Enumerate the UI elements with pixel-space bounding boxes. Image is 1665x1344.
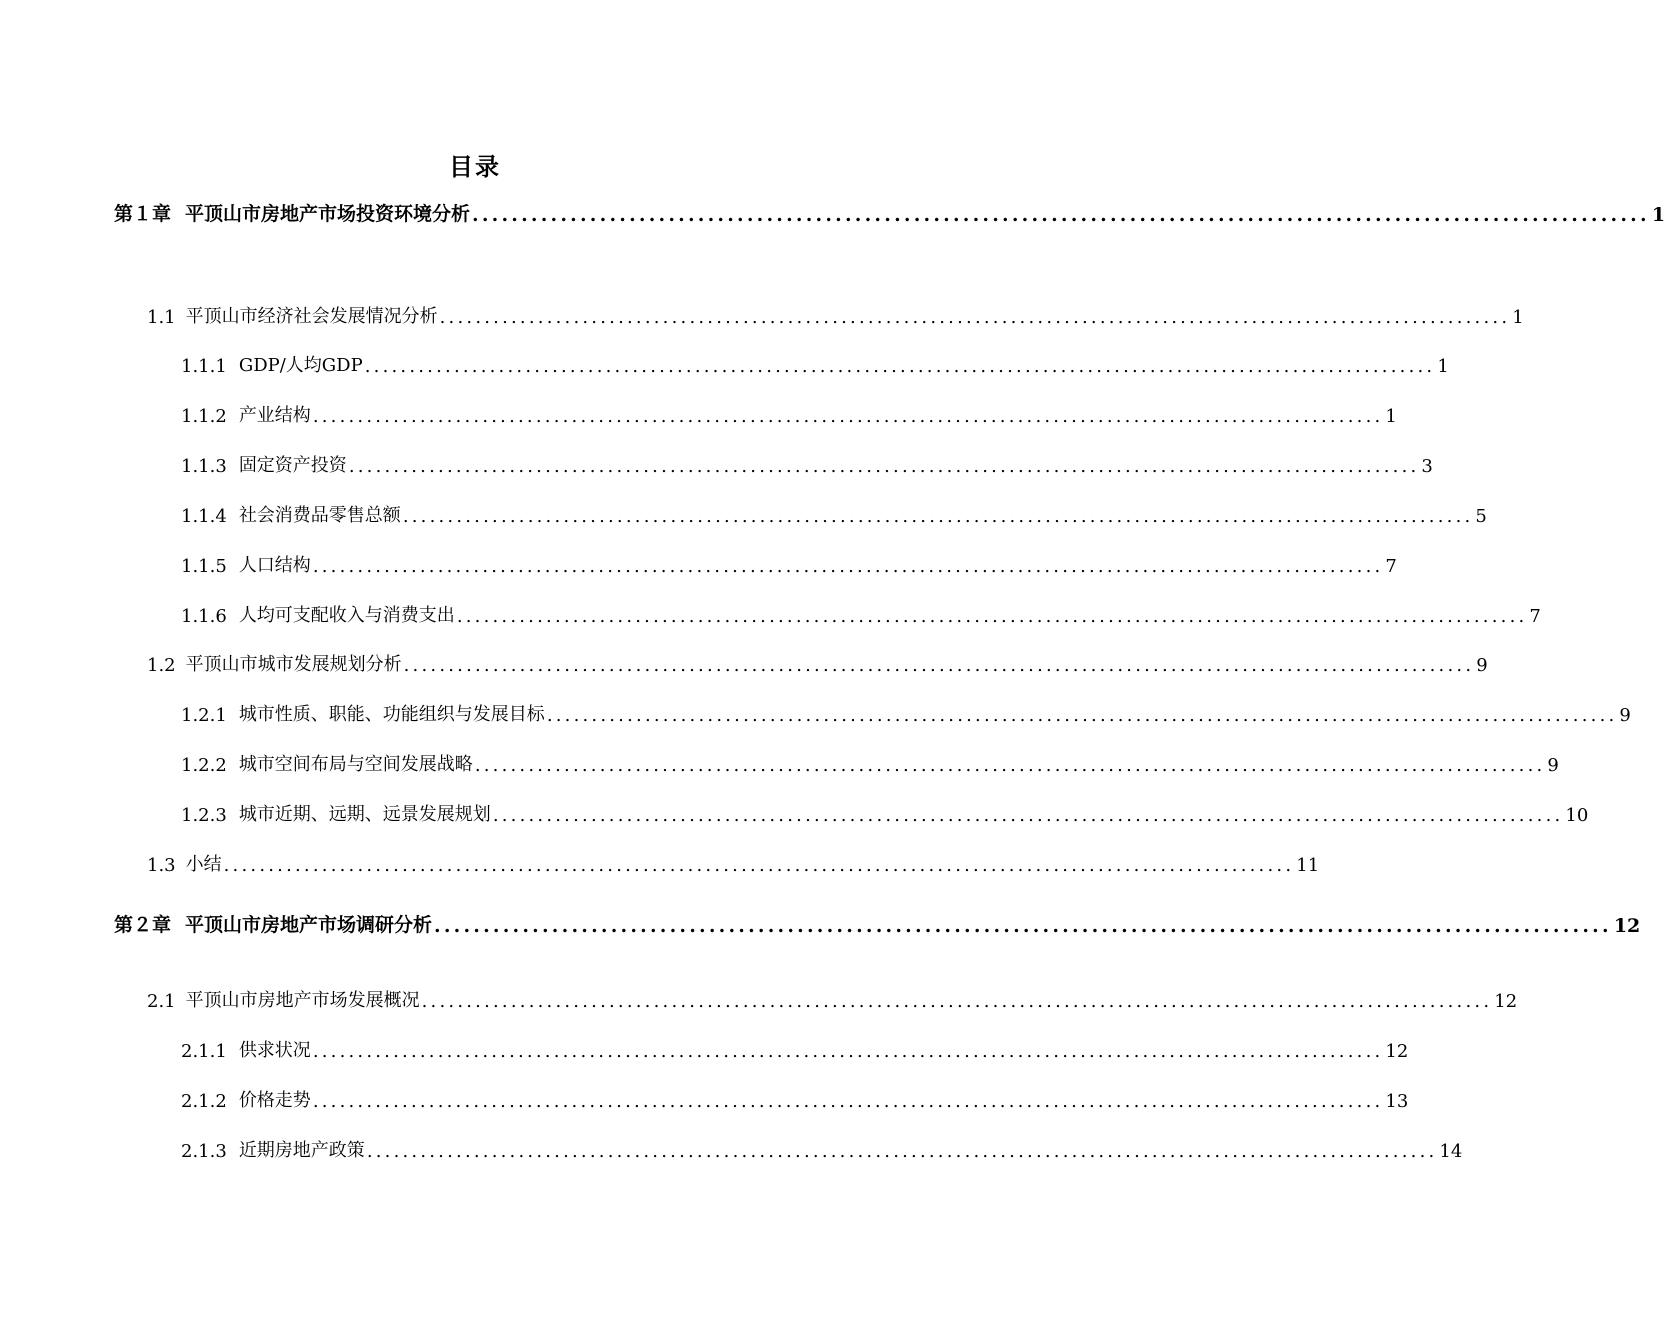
toc-entry-subsection-1-2-1[interactable] xyxy=(181,700,1631,726)
toc-entry-section-2-1[interactable] xyxy=(147,986,1518,1012)
toc-entry-subsection-2-1-2[interactable] xyxy=(181,1086,1409,1112)
dot-leader: ........................................................................................................................ xyxy=(472,204,1650,226)
toc-entry-title: 近期房地产政策 xyxy=(238,1140,365,1161)
toc-entry-number: 1.1.2 xyxy=(181,406,227,427)
dot-leader: ........................................................................................................................ xyxy=(312,1091,1384,1112)
dot-leader: ........................................................................................................................ xyxy=(421,991,1493,1012)
toc-entry-section-1-1[interactable] xyxy=(147,302,1524,328)
toc-entry-page: 5 xyxy=(1475,506,1487,527)
toc-entry-page: 10 xyxy=(1565,805,1589,826)
toc-entry-page: 9 xyxy=(1476,655,1488,676)
toc-entry-title: 平顶山市房地产市场调研分析 xyxy=(185,914,433,936)
toc-entry-title: GDP/人均GDP xyxy=(238,355,363,376)
toc-entry-title: 城市性质、职能、功能组织与发展目标 xyxy=(238,704,545,725)
toc-entry-page: 14 xyxy=(1439,1141,1463,1162)
toc-entry-title: 价格走势 xyxy=(238,1090,311,1111)
dot-leader: ........................................................................................................................ xyxy=(456,606,1528,627)
toc-entry-subsection-2-1-3[interactable] xyxy=(181,1136,1463,1162)
toc-entry-page: 3 xyxy=(1421,456,1433,477)
toc-entry-page: 1 xyxy=(1512,307,1524,328)
toc-entry-page: 11 xyxy=(1296,855,1320,876)
toc-entry-number: 2.1 xyxy=(147,991,176,1012)
toc-entry-chapter-1[interactable] xyxy=(114,200,1665,226)
toc-title: 目录 xyxy=(449,153,501,181)
toc-entry-subsection-1-2-3[interactable] xyxy=(181,800,1589,826)
toc-entry-number: 1.1.1 xyxy=(181,356,227,377)
toc-entry-title: 城市近期、远期、远景发展规划 xyxy=(238,804,491,825)
toc-entry-page: 7 xyxy=(1385,556,1397,577)
toc-entry-page: 1 xyxy=(1437,356,1449,377)
toc-entry-number: 1.3 xyxy=(147,855,176,876)
toc-entry-subsection-1-1-6[interactable] xyxy=(181,601,1541,627)
toc-entry-section-1-3[interactable] xyxy=(147,850,1320,876)
toc-entry-number: 2.1.1 xyxy=(181,1041,227,1062)
toc-entry-title: 产业结构 xyxy=(238,405,311,426)
toc-entry-page: 12 xyxy=(1385,1041,1409,1062)
dot-leader: ........................................................................................................................ xyxy=(434,915,1612,937)
toc-entry-title: 人口结构 xyxy=(238,555,311,576)
toc-entry-title: 平顶山市房地产市场发展概况 xyxy=(185,990,420,1011)
toc-entry-number: 2.1.3 xyxy=(181,1141,227,1162)
dot-leader: ........................................................................................................................ xyxy=(403,655,1475,676)
toc-entry-number: 1.2.1 xyxy=(181,705,227,726)
toc-entry-page: 9 xyxy=(1547,755,1559,776)
toc-entry-number: 1.1 xyxy=(147,307,176,328)
toc-entry-title: 平顶山市城市发展规划分析 xyxy=(185,654,402,675)
toc-entry-page: 12 xyxy=(1494,991,1518,1012)
toc-entry-page: 1 xyxy=(1651,204,1665,226)
dot-leader: ........................................................................................................................ xyxy=(402,506,1474,527)
dot-leader: ........................................................................................................................ xyxy=(223,855,1295,876)
toc-entry-page: 9 xyxy=(1619,705,1631,726)
dot-leader: ........................................................................................................................ xyxy=(312,556,1384,577)
toc-entry-subsection-1-1-3[interactable] xyxy=(181,451,1433,477)
toc-entry-number: 1.1.6 xyxy=(181,606,227,627)
dot-leader: ........................................................................................................................ xyxy=(474,755,1546,776)
toc-entry-subsection-1-1-5[interactable] xyxy=(181,551,1397,577)
toc-entry-number: 第２章 xyxy=(114,914,172,936)
toc-entry-title: 供求状况 xyxy=(238,1040,311,1061)
toc-entry-title: 平顶山市房地产市场投资环境分析 xyxy=(185,203,471,225)
dot-leader: ........................................................................................................................ xyxy=(439,307,1511,328)
toc-entry-page: 13 xyxy=(1385,1091,1409,1112)
toc-entry-page: 1 xyxy=(1385,406,1397,427)
toc-entry-number: 第１章 xyxy=(114,203,172,225)
toc-entry-page: 12 xyxy=(1613,915,1641,937)
dot-leader: ........................................................................................................................ xyxy=(312,406,1384,427)
dot-leader: ........................................................................................................................ xyxy=(366,1141,1438,1162)
dot-leader: ........................................................................................................................ xyxy=(364,356,1436,377)
toc-entry-subsection-2-1-1[interactable] xyxy=(181,1036,1409,1062)
toc-entry-number: 1.1.4 xyxy=(181,506,227,527)
toc-entry-number: 2.1.2 xyxy=(181,1091,227,1112)
toc-entry-subsection-1-1-2[interactable] xyxy=(181,401,1397,427)
dot-leader: ........................................................................................................................ xyxy=(546,705,1618,726)
toc-entry-title: 社会消费品零售总额 xyxy=(238,505,401,526)
toc-entry-title: 小结 xyxy=(185,854,222,875)
dot-leader: ........................................................................................................................ xyxy=(492,805,1564,826)
toc-entry-number: 1.1.3 xyxy=(181,456,227,477)
toc-entry-title: 平顶山市经济社会发展情况分析 xyxy=(185,306,438,327)
toc-entry-chapter-2[interactable] xyxy=(114,911,1641,937)
toc-entry-title: 人均可支配收入与消费支出 xyxy=(238,605,455,626)
dot-leader: ........................................................................................................................ xyxy=(312,1041,1384,1062)
toc-entry-subsection-1-2-2[interactable] xyxy=(181,750,1559,776)
toc-entry-number: 1.2.3 xyxy=(181,805,227,826)
toc-entry-page: 7 xyxy=(1529,606,1541,627)
toc-entry-number: 1.1.5 xyxy=(181,556,227,577)
toc-entry-title: 城市空间布局与空间发展战略 xyxy=(238,754,473,775)
toc-entry-number: 1.2 xyxy=(147,655,176,676)
toc-entry-subsection-1-1-4[interactable] xyxy=(181,501,1487,527)
dot-leader: ........................................................................................................................ xyxy=(348,456,1420,477)
toc-entry-subsection-1-1-1[interactable] xyxy=(181,351,1449,377)
toc-entry-title: 固定资产投资 xyxy=(238,455,347,476)
toc-entry-number: 1.2.2 xyxy=(181,755,227,776)
toc-entry-section-1-2[interactable] xyxy=(147,650,1488,676)
